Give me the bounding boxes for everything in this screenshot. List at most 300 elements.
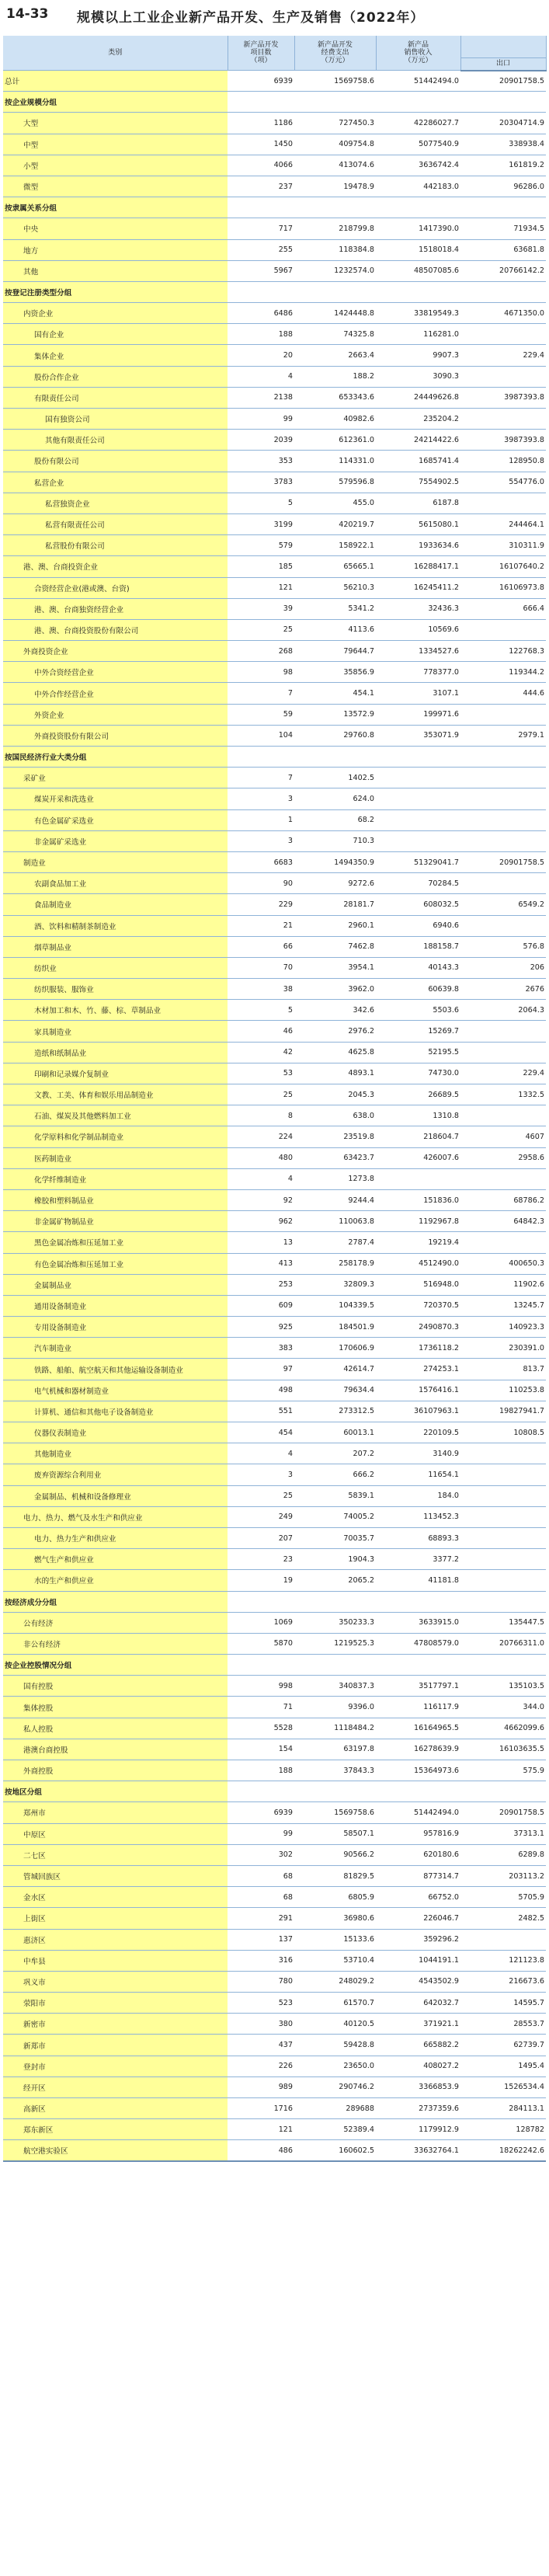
row-label: 非金属矿采选业: [3, 830, 228, 851]
row-label: 按国民经济行业大类分组: [3, 747, 228, 768]
row-label: 按企业规模分组: [3, 92, 228, 113]
cell-revenue: 33632764.1: [376, 2140, 460, 2161]
table-row: [3, 92, 546, 113]
row-label: 股份合作企业: [3, 366, 228, 387]
cell-expenditure: 342.6: [294, 1000, 376, 1021]
cell-projects: 302: [228, 1844, 294, 1865]
cell-projects: 609: [228, 1295, 294, 1316]
cell-revenue: [376, 197, 460, 218]
cell-expenditure: [294, 747, 376, 768]
cell-projects: 3: [228, 1464, 294, 1485]
cell-expenditure: 579596.8: [294, 472, 376, 493]
table-row: [3, 1570, 546, 1591]
cell-expenditure: 118384.8: [294, 239, 376, 260]
cell-export: 14595.7: [460, 1993, 546, 2014]
cell-export: 71934.5: [460, 218, 546, 239]
header-category: 类别: [3, 36, 228, 71]
cell-revenue: 1685741.4: [376, 451, 460, 472]
row-label: 国有独资公司: [3, 409, 228, 430]
cell-expenditure: 2065.2: [294, 1570, 376, 1591]
cell-export: 64842.3: [460, 1211, 546, 1232]
row-label: 惠济区: [3, 1929, 228, 1950]
cell-expenditure: 61570.7: [294, 1993, 376, 2014]
row-label: 水的生产和供应业: [3, 1570, 228, 1591]
cell-expenditure: 104339.5: [294, 1295, 376, 1316]
cell-export: [460, 1506, 546, 1527]
cell-expenditure: 624.0: [294, 788, 376, 809]
table-row: [3, 1844, 546, 1865]
cell-revenue: 24214422.6: [376, 430, 460, 451]
table-title: 规模以上工业企业新产品开发、生产及销售（2022年）: [77, 10, 425, 26]
cell-export: 4607: [460, 1126, 546, 1147]
cell-expenditure: 2045.3: [294, 1084, 376, 1105]
cell-revenue: 5615080.1: [376, 513, 460, 534]
cell-export: [460, 1105, 546, 1126]
table-row: [3, 387, 546, 408]
table-row: [3, 1781, 546, 1802]
cell-expenditure: 4625.8: [294, 1042, 376, 1063]
row-label: 按地区分组: [3, 1781, 228, 1802]
cell-expenditure: 5341.2: [294, 598, 376, 619]
cell-expenditure: 2663.4: [294, 345, 376, 366]
row-label: 电力、热力生产和供应业: [3, 1527, 228, 1548]
table-body: [3, 71, 546, 2162]
cell-projects: 207: [228, 1527, 294, 1548]
cell-projects: 413: [228, 1253, 294, 1274]
cell-revenue: 4543502.9: [376, 1971, 460, 1992]
cell-revenue: [376, 281, 460, 302]
cell-projects: 70: [228, 957, 294, 978]
cell-expenditure: 40120.5: [294, 2014, 376, 2035]
cell-export: [460, 1443, 546, 1464]
cell-projects: 46: [228, 1021, 294, 1042]
cell-revenue: 220109.5: [376, 1422, 460, 1443]
table-row: [3, 1295, 546, 1316]
header-blank: [460, 36, 546, 58]
row-label: 通用设备制造业: [3, 1295, 228, 1316]
table-row: [3, 113, 546, 134]
row-label: 中原区: [3, 1823, 228, 1844]
table-row: [3, 303, 546, 324]
cell-expenditure: 9244.4: [294, 1189, 376, 1210]
cell-export: 2958.6: [460, 1147, 546, 1168]
cell-export: 119344.2: [460, 662, 546, 683]
cell-expenditure: 110063.8: [294, 1211, 376, 1232]
table-row: [3, 1232, 546, 1253]
row-label: 纺织业: [3, 957, 228, 978]
cell-export: [460, 1527, 546, 1548]
row-label: 私营独资企业: [3, 493, 228, 513]
table-row: [3, 1485, 546, 1506]
table-row: [3, 366, 546, 387]
cell-export: 1332.5: [460, 1084, 546, 1105]
cell-expenditure: 1569758.6: [294, 71, 376, 92]
cell-projects: 291: [228, 1908, 294, 1929]
table-row: [3, 619, 546, 640]
cell-projects: 185: [228, 556, 294, 577]
cell-expenditure: 37843.3: [294, 1760, 376, 1781]
cell-projects: 25: [228, 1485, 294, 1506]
cell-revenue: [376, 1781, 460, 1802]
row-label: 其他: [3, 260, 228, 281]
cell-projects: 3: [228, 830, 294, 851]
cell-projects: 188: [228, 1760, 294, 1781]
cell-expenditure: 74325.8: [294, 324, 376, 345]
cell-projects: 255: [228, 239, 294, 260]
cell-expenditure: 2960.1: [294, 915, 376, 936]
row-label: 外商控股: [3, 1760, 228, 1781]
cell-revenue: 778377.0: [376, 662, 460, 683]
cell-revenue: 41181.8: [376, 1570, 460, 1591]
cell-projects: 99: [228, 409, 294, 430]
cell-revenue: 957816.9: [376, 1823, 460, 1844]
cell-revenue: 426007.6: [376, 1147, 460, 1168]
table-row: [3, 1401, 546, 1422]
row-label: 食品制造业: [3, 894, 228, 915]
cell-revenue: 1518018.4: [376, 239, 460, 260]
table-row: [3, 979, 546, 1000]
cell-projects: 7: [228, 683, 294, 704]
cell-export: 18262242.6: [460, 2140, 546, 2161]
cell-projects: 68: [228, 1887, 294, 1908]
cell-export: [460, 281, 546, 302]
cell-export: 575.9: [460, 1760, 546, 1781]
cell-revenue: 19219.4: [376, 1232, 460, 1253]
cell-export: [460, 1549, 546, 1570]
cell-projects: 97: [228, 1359, 294, 1380]
cell-export: [460, 788, 546, 809]
cell-revenue: 226046.7: [376, 1908, 460, 1929]
cell-export: 1526534.4: [460, 2076, 546, 2097]
cell-revenue: 2737359.6: [376, 2098, 460, 2119]
cell-revenue: 3377.2: [376, 1549, 460, 1570]
cell-revenue: 1310.8: [376, 1105, 460, 1126]
table-header: [3, 36, 546, 71]
cell-expenditure: 32809.3: [294, 1274, 376, 1295]
cell-projects: 253: [228, 1274, 294, 1295]
row-label: 港、澳、台商投资股份有限公司: [3, 619, 228, 640]
cell-export: 20901758.5: [460, 71, 546, 92]
row-label: 石油、煤炭及其他燃料加工业: [3, 1105, 228, 1126]
cell-export: 813.7: [460, 1359, 546, 1380]
cell-revenue: 9907.3: [376, 345, 460, 366]
cell-export: 128782: [460, 2119, 546, 2140]
cell-export: 11902.6: [460, 1274, 546, 1295]
cell-expenditure: 79634.4: [294, 1380, 376, 1401]
cell-projects: 249: [228, 1506, 294, 1527]
cell-projects: 53: [228, 1063, 294, 1084]
cell-revenue: 47808579.0: [376, 1633, 460, 1654]
row-label: 港澳台商控股: [3, 1739, 228, 1760]
table-row: [3, 577, 546, 598]
cell-export: 229.4: [460, 1063, 546, 1084]
cell-expenditure: 1232574.0: [294, 260, 376, 281]
cell-projects: 224: [228, 1126, 294, 1147]
cell-expenditure: 15133.6: [294, 1929, 376, 1950]
cell-projects: 59: [228, 704, 294, 725]
row-label: 国有控股: [3, 1676, 228, 1697]
cell-projects: [228, 92, 294, 113]
cell-export: 4662099.6: [460, 1718, 546, 1739]
cell-projects: 8: [228, 1105, 294, 1126]
cell-export: [460, 809, 546, 830]
row-label: 煤炭开采和洗选业: [3, 788, 228, 809]
cell-projects: 71: [228, 1697, 294, 1718]
cell-projects: 1186: [228, 113, 294, 134]
row-label: 郑州市: [3, 1802, 228, 1823]
row-label: 烟草制品业: [3, 936, 228, 957]
table-number: 14-33: [6, 6, 49, 22]
cell-revenue: [376, 809, 460, 830]
cell-projects: 268: [228, 641, 294, 662]
table-row: [3, 281, 546, 302]
cell-expenditure: 248029.2: [294, 1971, 376, 1992]
row-label: 港、澳、台商独资经营企业: [3, 598, 228, 619]
row-label: 按登记注册类型分组: [3, 281, 228, 302]
table-row: [3, 218, 546, 239]
cell-projects: 4066: [228, 155, 294, 176]
table-row: [3, 2119, 546, 2140]
cell-revenue: 3636742.4: [376, 155, 460, 176]
cell-export: [460, 1655, 546, 1676]
table-row: [3, 1802, 546, 1823]
cell-revenue: 1933634.6: [376, 535, 460, 556]
cell-projects: 1450: [228, 134, 294, 155]
table-row: [3, 2098, 546, 2119]
table-row: [3, 1338, 546, 1359]
cell-export: 6549.2: [460, 894, 546, 915]
cell-projects: 39: [228, 598, 294, 619]
cell-export: 20766311.0: [460, 1633, 546, 1654]
table-row: [3, 1887, 546, 1908]
cell-projects: 1: [228, 809, 294, 830]
cell-export: 203113.2: [460, 1865, 546, 1886]
cell-expenditure: 1569758.6: [294, 1802, 376, 1823]
cell-projects: 38: [228, 979, 294, 1000]
row-label: 印刷和记录媒介复制业: [3, 1063, 228, 1084]
cell-projects: 25: [228, 619, 294, 640]
cell-export: 338938.4: [460, 134, 546, 155]
row-label: 国有企业: [3, 324, 228, 345]
cell-export: 16106973.8: [460, 577, 546, 598]
cell-revenue: 408027.2: [376, 2056, 460, 2076]
table-row: [3, 768, 546, 788]
row-label: 有色金属冶炼和压延加工业: [3, 1253, 228, 1274]
cell-export: 122768.3: [460, 641, 546, 662]
cell-revenue: 274253.1: [376, 1359, 460, 1380]
cell-projects: 380: [228, 2014, 294, 2035]
cell-revenue: [376, 788, 460, 809]
table-row: [3, 1359, 546, 1380]
cell-revenue: 1192967.8: [376, 1211, 460, 1232]
table-row: [3, 2035, 546, 2056]
cell-projects: 5870: [228, 1633, 294, 1654]
cell-projects: 21: [228, 915, 294, 936]
cell-revenue: 4512490.0: [376, 1253, 460, 1274]
cell-export: [460, 366, 546, 387]
table-row: [3, 1591, 546, 1612]
table-row: [3, 641, 546, 662]
table-row: [3, 1105, 546, 1126]
cell-revenue: 7554902.5: [376, 472, 460, 493]
row-label: 集体控股: [3, 1697, 228, 1718]
cell-export: [460, 1591, 546, 1612]
cell-export: [460, 409, 546, 430]
cell-revenue: 3517797.1: [376, 1676, 460, 1697]
cell-export: [460, 1168, 546, 1189]
table-row: [3, 1063, 546, 1084]
cell-expenditure: 6805.9: [294, 1887, 376, 1908]
cell-projects: 523: [228, 1993, 294, 2014]
cell-revenue: 70284.5: [376, 873, 460, 894]
cell-projects: 4: [228, 1168, 294, 1189]
cell-revenue: 720370.5: [376, 1295, 460, 1316]
cell-revenue: [376, 830, 460, 851]
cell-projects: 480: [228, 1147, 294, 1168]
row-label: 纺织服装、服饰业: [3, 979, 228, 1000]
cell-revenue: 3633915.0: [376, 1612, 460, 1633]
row-label: 中外合作经营企业: [3, 683, 228, 704]
cell-expenditure: 59428.8: [294, 2035, 376, 2056]
table-row: [3, 1718, 546, 1739]
cell-projects: 925: [228, 1317, 294, 1338]
table-row: [3, 2014, 546, 2035]
cell-expenditure: 420219.7: [294, 513, 376, 534]
table-row: [3, 936, 546, 957]
cell-revenue: 608032.5: [376, 894, 460, 915]
cell-projects: 6939: [228, 71, 294, 92]
cell-revenue: 3090.3: [376, 366, 460, 387]
cell-expenditure: 653343.6: [294, 387, 376, 408]
cell-projects: 437: [228, 2035, 294, 2056]
cell-export: 244464.1: [460, 513, 546, 534]
cell-export: 2676: [460, 979, 546, 1000]
cell-expenditure: 1219525.3: [294, 1633, 376, 1654]
cell-expenditure: [294, 1591, 376, 1612]
cell-projects: 3: [228, 788, 294, 809]
cell-export: 161819.2: [460, 155, 546, 176]
cell-export: 3987393.8: [460, 387, 546, 408]
cell-revenue: 16278639.9: [376, 1739, 460, 1760]
data-table: [3, 36, 547, 2162]
cell-expenditure: 290746.2: [294, 2076, 376, 2097]
table-row: [3, 1443, 546, 1464]
cell-revenue: 48507085.6: [376, 260, 460, 281]
table-row: [3, 683, 546, 704]
row-label: 采矿业: [3, 768, 228, 788]
row-label: 股份有限公司: [3, 451, 228, 472]
table-row: [3, 788, 546, 809]
row-label: 黑色金属冶炼和压延加工业: [3, 1232, 228, 1253]
row-label: 其他有限责任公司: [3, 430, 228, 451]
cell-export: 135103.5: [460, 1676, 546, 1697]
cell-projects: 2039: [228, 430, 294, 451]
table-row: [3, 1655, 546, 1676]
cell-expenditure: 70035.7: [294, 1527, 376, 1548]
table-row: [3, 1971, 546, 1992]
cell-expenditure: 9396.0: [294, 1697, 376, 1718]
cell-projects: 998: [228, 1676, 294, 1697]
cell-expenditure: 2976.2: [294, 1021, 376, 1042]
row-label: 登封市: [3, 2056, 228, 2076]
cell-projects: 1716: [228, 2098, 294, 2119]
cell-export: 16107640.2: [460, 556, 546, 577]
cell-expenditure: 1118484.2: [294, 1718, 376, 1739]
row-label: 小型: [3, 155, 228, 176]
cell-projects: 66: [228, 936, 294, 957]
cell-export: [460, 619, 546, 640]
cell-revenue: 359296.2: [376, 1929, 460, 1950]
table-row: [3, 809, 546, 830]
cell-export: 666.4: [460, 598, 546, 619]
table-row: [3, 1422, 546, 1443]
cell-expenditure: 36980.6: [294, 1908, 376, 1929]
row-label: 合资经营企业(港或澳、台资): [3, 577, 228, 598]
cell-revenue: 51329041.7: [376, 851, 460, 872]
cell-expenditure: 52389.4: [294, 2119, 376, 2140]
row-label: 汽车制造业: [3, 1338, 228, 1359]
table-row: [3, 324, 546, 345]
cell-expenditure: 5839.1: [294, 1485, 376, 1506]
cell-revenue: 15364973.6: [376, 1760, 460, 1781]
row-label: 中央: [3, 218, 228, 239]
cell-expenditure: 29760.8: [294, 725, 376, 746]
cell-projects: 316: [228, 1950, 294, 1971]
row-label: 地方: [3, 239, 228, 260]
table-row: [3, 451, 546, 472]
cell-projects: 2138: [228, 387, 294, 408]
cell-revenue: 877314.7: [376, 1865, 460, 1886]
row-label: 巩义市: [3, 1971, 228, 1992]
row-label: 化学纤维制造业: [3, 1168, 228, 1189]
cell-projects: [228, 281, 294, 302]
table-row: [3, 472, 546, 493]
cell-export: [460, 324, 546, 345]
cell-revenue: 32436.3: [376, 598, 460, 619]
table-row: [3, 830, 546, 851]
cell-expenditure: 7462.8: [294, 936, 376, 957]
cell-expenditure: 350233.3: [294, 1612, 376, 1633]
cell-projects: 237: [228, 176, 294, 197]
cell-export: [460, 1929, 546, 1950]
cell-revenue: 188158.7: [376, 936, 460, 957]
cell-export: 4671350.0: [460, 303, 546, 324]
cell-expenditure: 60013.1: [294, 1422, 376, 1443]
cell-revenue: 40143.3: [376, 957, 460, 978]
cell-export: 216673.6: [460, 1971, 546, 1992]
cell-export: [460, 1021, 546, 1042]
cell-expenditure: 638.0: [294, 1105, 376, 1126]
cell-projects: 98: [228, 662, 294, 683]
cell-revenue: 184.0: [376, 1485, 460, 1506]
table-row: [3, 1908, 546, 1929]
cell-projects: 154: [228, 1739, 294, 1760]
cell-expenditure: 413074.6: [294, 155, 376, 176]
cell-export: 62739.7: [460, 2035, 546, 2056]
cell-projects: [228, 747, 294, 768]
cell-export: 110253.8: [460, 1380, 546, 1401]
cell-projects: 137: [228, 1929, 294, 1950]
cell-projects: 717: [228, 218, 294, 239]
cell-expenditure: 19478.9: [294, 176, 376, 197]
table-row: [3, 1211, 546, 1232]
cell-export: 284113.1: [460, 2098, 546, 2119]
cell-revenue: 51442494.0: [376, 1802, 460, 1823]
cell-export: 5705.9: [460, 1887, 546, 1908]
cell-projects: 383: [228, 1338, 294, 1359]
table-row: [3, 2056, 546, 2076]
cell-projects: 486: [228, 2140, 294, 2161]
